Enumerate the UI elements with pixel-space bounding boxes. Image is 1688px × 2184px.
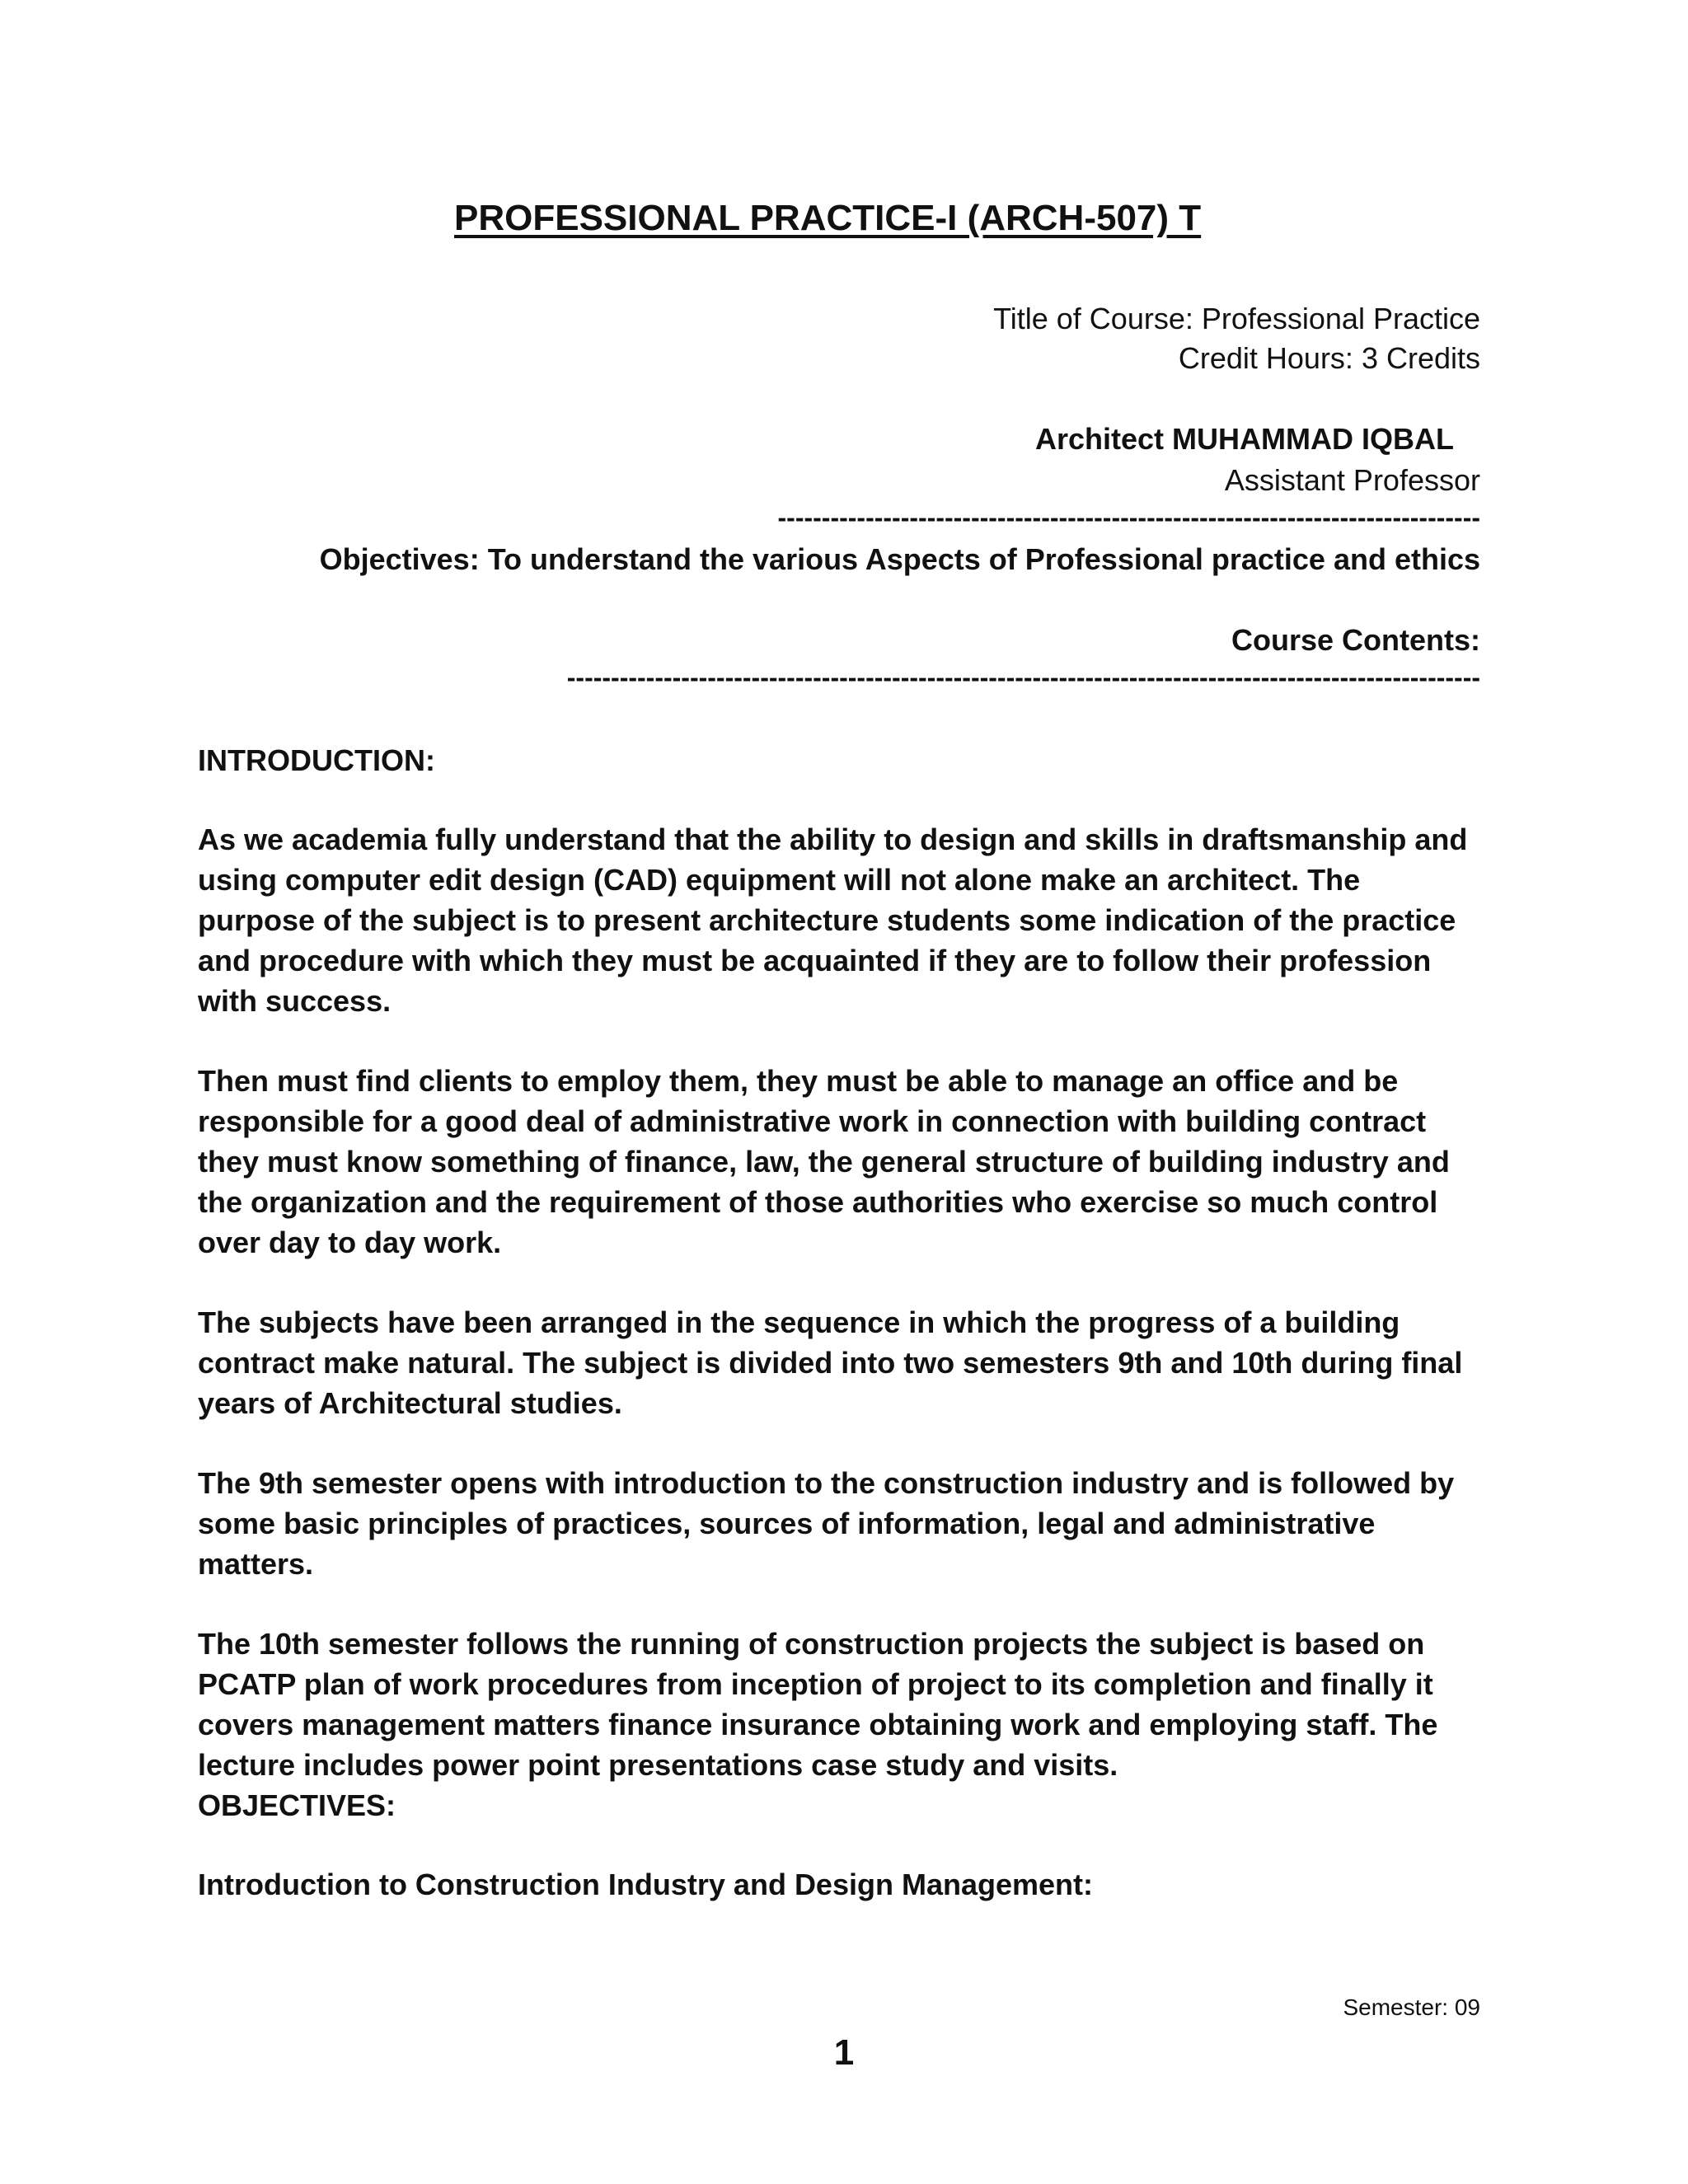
paragraph: Then must find clients to employ them, they must be able to manage an office and be responsible for a good deal of administrative work in connection with building contract they must know something of finance, law, the general structure of building industry and the organization and the requirement of those authorities who exercise so much control over day to day work. (198, 1064, 1450, 1259)
course-title: Title of Course: Professional Practice (993, 302, 1480, 335)
document-title: PROFESSIONAL PRACTICE-I (ARCH-507) T (454, 198, 1202, 238)
paragraph: The subjects have been arranged in the sequence in which the progress of a building contract make natural. The subject is divided into two semesters 9th and 10th during final years of Architectural studies. (198, 1305, 1463, 1420)
instructor-name: Architect MUHAMMAD IQBAL (1035, 422, 1454, 456)
course-contents-label: Course Contents: (1231, 623, 1480, 657)
semester-label: Semester: 09 (1343, 1994, 1480, 2020)
introduction-heading: INTRODUCTION: (198, 743, 435, 777)
divider-line: -------------------------------------------------------------------------------------------------------- (566, 663, 1480, 692)
paragraph: As we academia fully understand that the ability to design and skills in draftsmanship and using computer edit design (CAD) equipment will not alone make an architect. The purpose of the subject is to present architecture students some indication of the practice and procedure with which they must be acquainted if they are to follow their profession with success. (198, 823, 1468, 1018)
paragraph: The 9th semester opens with introduction to the construction industry and is followed by some basic principles of practices, sources of information, legal and administrative matters. (198, 1466, 1455, 1581)
objectives-line: Objectives: To understand the various Aspects of Professional practice and ethics (319, 542, 1480, 576)
page-number: 1 (833, 2032, 855, 2073)
objectives-heading: OBJECTIVES: (198, 1788, 396, 1822)
divider-line: -------------------------------------------------------------------------------- (777, 503, 1480, 532)
credit-hours: Credit Hours: 3 Credits (1178, 341, 1480, 375)
paragraph: The 10th semester follows the running of construction projects the subject is based on PCATP plan of work procedures from inception of project to its completion and finally it covers management matters finance insurance obtaining work and employing staff. The lecture includes power point presentations case study and visits. (198, 1627, 1438, 1782)
subsection-heading: Introduction to Construction Industry and Design Management: (198, 1868, 1093, 1901)
instructor-role: Assistant Professor (1224, 463, 1480, 497)
